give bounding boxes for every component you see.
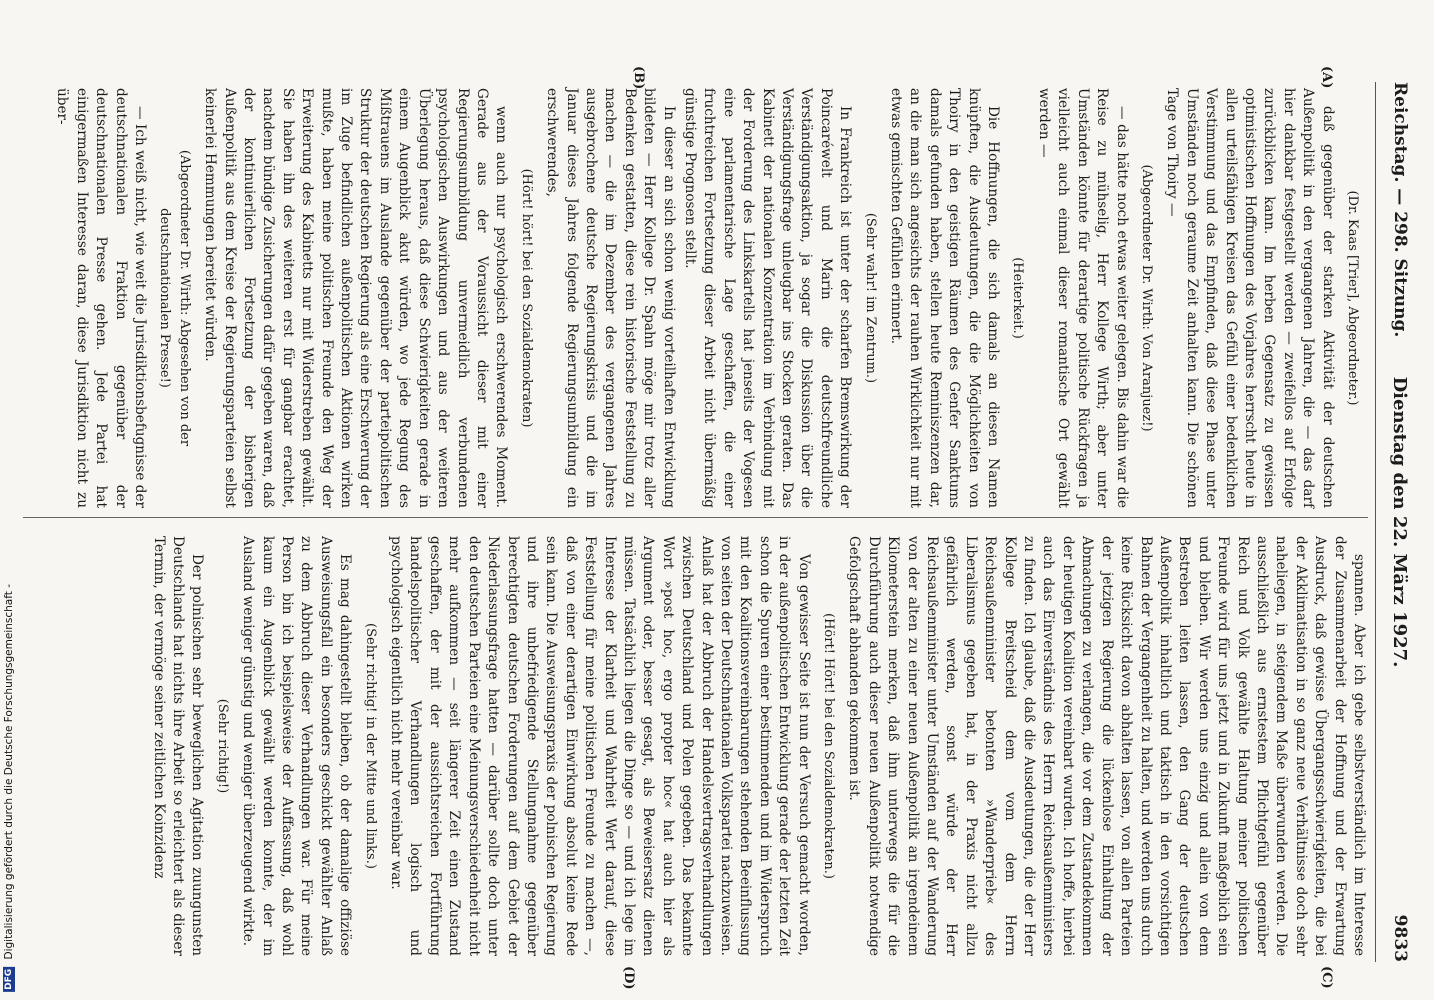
paragraph: spannen. Aber ich gebe selbstverständlich im Interesse der Zusammenarbeit der Hoffnung und der Erwartung Ausdruck, daß gewisse Übergangsschwierigkeiten, die bei der Akklimatisation in so ganz neue Verhältnisse doch sehr naheliegen, in steigendem Maße überwunden werden. Die ausschließlich aus ernstestem Pflichtgefühl gegenüber Reich und Volk gewählte Haltung meiner politischen Freunde wird für uns jetzt und in Zukunft maßgeblich sein und bleiben. Wir werden uns einzig und allein von dem Bestreben leiten lassen, den Gang der deutschen Außenpolitik inhaltlich und taktisch in den vorsichtigen Bahnen der Vergangenheit zu halten, und werden uns durch keine Rücksicht davon abhalten lassen, von allen Parteien der jetzigen Regierung die lückenlose Einhaltung der Abmachungen zu verlangen, die vor dem Zustandekommen der heutigen Koalition vereinbart wurden. Ich hoffe, hierbei auch das Einverständnis des Herrn Reichsaußenministers zu finden. Ich glaube, daß die Ausdeutungen, die der Herr Kollege Breitscheid dem vom dem Herrn Reichsaußenminister betonten »Wanderprieb« des Liberalismus gegeben hat, in der Praxis nicht allzu gefährlich werden, sonst würde der Herr Reichsaußenminister unter Umständen auf der Wanderung von der alten zu einer neuen Außenpolitik an irgendeinem Kilometerstein merken, daß ihm unterwegs die für die Durchführung auch dieser neuen Außenpolitik notwendige Gefolgschaft abhanden gekommen ist. <box>846 536 1367 956</box>
margin-mark-a: (A) <box>1319 66 1334 89</box>
margin-mark-b: (B) <box>631 66 646 90</box>
paragraph: Es mag dahingestellt bleiben, ob der damalige offiziöse Ausweisungsfall ein besonders geschickt gewählter Anlaß zu dem Abbruch dieser Verhandlungen war. Für meine Person bin ich beispielsweise der Auffassung, daß wohl kaum ein Augenblick gewählt werden konnte, der im Ausland weniger günstig und weniger überzeugend wirkte. <box>240 536 354 956</box>
interjection: (Hört! hört! bei den Sozialdemokraten) <box>518 168 534 428</box>
header-divider <box>1375 82 1376 962</box>
footer-credit-text: Digitalisierung gefördert durch die Deutsche Forschungsgemeinschaft - <box>3 584 15 960</box>
paragraph: Von gewisser Seite ist nun der Versuch gemacht worden, in der außenpolitischen Entwicklung gerade der letzten Zeit schon die Spuren einer bestimmenden und im Widerspruch mit den Koalitionsvereinbarungen stehenden Beeinflussung von seiten der Deutschnationalen Volkspartei nachzuweisen. Anlaß hat der Abbruch der Handelsvertragsverhandlungen zwischen Deutschland und Polen gegeben. Das bekannte Wort »post hoc, ergo propter hoc« hat auch hier als Argument oder, besser gesagt, als Beweisersatz dienen müssen. Tatsächlich liegen die Dinge so — und ich lege im Interesse der Klarheit und Wahrheit Wert darauf, diese Feststellung für meine politischen Freunde zu machen —, daß von einer derartigen Einwirkung absolut keine Rede sein kann. Die Ausweisungspraxis der polnischen Regierung und ihre unbefriedigende Stellungnahme gegenüber berechtigten deutschen Forderungen auf dem Gebiet der Niederlassungsfrage hatten — darüber sollte doch unter den deutschen Parteien eine Meinungsverschiedenheit nicht mehr aufkommen — seit längerer Zeit einen Zustand geschaffen, der mit der aussichtsreichen Fortführung handelspolitischer Verhandlungen logisch und psychologisch eigentlich nicht mehr vereinbar war. <box>388 536 812 956</box>
interjection: (Dr. Kaas [Trier], Abgeordneter.) <box>1345 190 1360 406</box>
paragraph: — Ich weiß nicht, wie weit die Jurisdiktionsbefugnisse der deutschnationalen Fraktion gegenüber der deutschnationalen Presse gehen. Jede Partei hat einigermaßen Interesse daran, diese Jurisdiktion nicht zu über- <box>54 88 149 508</box>
margin-mark-c: (C) <box>1319 966 1334 989</box>
header-left-title: Reichstag. — 298. Sitzung. <box>1390 82 1410 338</box>
interjection: (Sehr richtig! in der Mitte und links.) <box>362 623 378 869</box>
paragraph: In dieser an sich schon wenig vorteilhaften Entwicklung bildeten — Herr Kollege Dr. Spahn möge mir trotz aller Bedenken gestatten, diese rein historische Feststellung zu machen — die im Dezember des vergangenen Jahres ausgebrochene deutsche Regierungskrisis und die im Januar dieses Jahres folgende Regierungsumbildung ein erschwerendes, <box>544 88 677 508</box>
interjection: (Sehr richtig!) <box>214 698 230 794</box>
interjection: (Abgeordneter Dr. Wirth: Abgesehen von der deutschnationalen Presse!) <box>157 149 192 447</box>
right-text-column <box>146 536 1368 956</box>
footer-strip <box>0 0 28 1000</box>
page-header <box>1374 82 1414 962</box>
paragraph: Die Hoffnungen, die sich damals an diesen Namen knüpften, die Ausdeutungen, die die Möglichkeiten von Thoiry in den geistigen Räumen des Genfer Sanktums damals gefunden haben, stellen heute Reminiszenzen dar, an die man sich angesichts der rauhen Wirklichkeit nur mit etwas gemischten Gefühlen erinnert. <box>888 88 1002 508</box>
paragraph: wenn auch nur psychologisch erschwerendes Moment. Gerade aus der Voraussicht dieser mit einer Regierungsumbildung unvermeidlich verbundenen psychologischen Auswirkungen und aus der weiteren Überlegung heraus, daß diese Schwierigkeiten gerade in einem Augenblick akut würden, wo jede Regung des Mißtrauens im Auslande gegenüber der parteipolitischen Struktur der deutschen Regierung als eine Erschwerung der im Zuge befindlichen außenpolitischen Aktionen wirken mußte, haben meine politischen Freunde den Weg der Erweiterung des Kabinetts nur mit Widerstreben gewählt. Sie haben ihn des weiteren erst für gangbar erachtet, nachdem bündige Zusicherungen dafür gegeben waren, daß der kontinuierlichen Fortsetzung der bisherigen Außenpolitik aus dem Kreise der Regierungsparteien selbst keinerlei Hemmungen bereitet würden. <box>202 88 510 508</box>
paragraph: — das hätte noch etwas weiter gelegen. Bis dahin war die Reise zu mühselig, Herr Kollege Wirth; aber unter Umständen könnte für derartige politische Rückfragen ja vielleicht auch einmal dieser romantische Ort gewählt werden — <box>1035 88 1130 508</box>
page-number: 9833 <box>1390 914 1410 962</box>
margin-mark-d: (D) <box>621 966 636 990</box>
paragraph: Der polnischen sehr beweglichen Agitation zuungunsten Deutschlands hat nichts ihre Arbeit so erleichtert als dieser Termin, der vermöge seiner zeitlichen Koinzidenz <box>150 536 206 956</box>
left-text-column <box>50 88 1368 508</box>
interjection: (Abgeordneter Dr. Wirth: Von Aranjuez!) <box>1138 164 1154 432</box>
paragraph: In Frankreich ist unter der scharfen Bremswirkung der Poincaréwelt und Marin die deutschfreundliche Verständigungsaktion, ja sogar die Diskussion über die Verständigungsfrage unleugbar ins Stocken geraten. Das Kabinett der nationalen Konzentration im Verbindung mit der Forderung des Linkskartells hat jenseits der Vogesen eine parlamentarische Lage geschaffen, die einer fruchtreichen Fortsetzung dieser Arbeit nicht übermäßig günstige Prognosen stellt. <box>682 88 854 508</box>
footer-credit <box>3 584 15 992</box>
interjection: (Heiterkeit.) <box>1010 257 1026 339</box>
column-divider <box>23 517 1368 518</box>
dfg-logo: DFG <box>4 968 14 990</box>
header-date: Dienstag den 22. März 1927. <box>1389 376 1410 668</box>
paragraph: daß gegenüber der starken Aktivität der deutschen Außenpolitik in den vergangenen Jahren, die — das darf hier dankbar festgestellt werden — zweifellos auf Erfolge zurückblicken kann. Im herben Gegensatz zu gewissen optimistischen Hoffnungen des Vorjahres herrscht heute in allen urteilsfähigen Kreisen das Gefühl einer bedenklichen Verstimmung und das Empfinden, daß diese Phase unter Umständen noch geraume Zeit anhalten kann. Die schönen Tage von Thoiry — <box>1164 88 1336 508</box>
interjection: (Hört! Hört! bei den Sozialdemokraten.) <box>821 613 837 879</box>
interjection: (Sehr wahr! im Zentrum.) <box>862 212 878 384</box>
